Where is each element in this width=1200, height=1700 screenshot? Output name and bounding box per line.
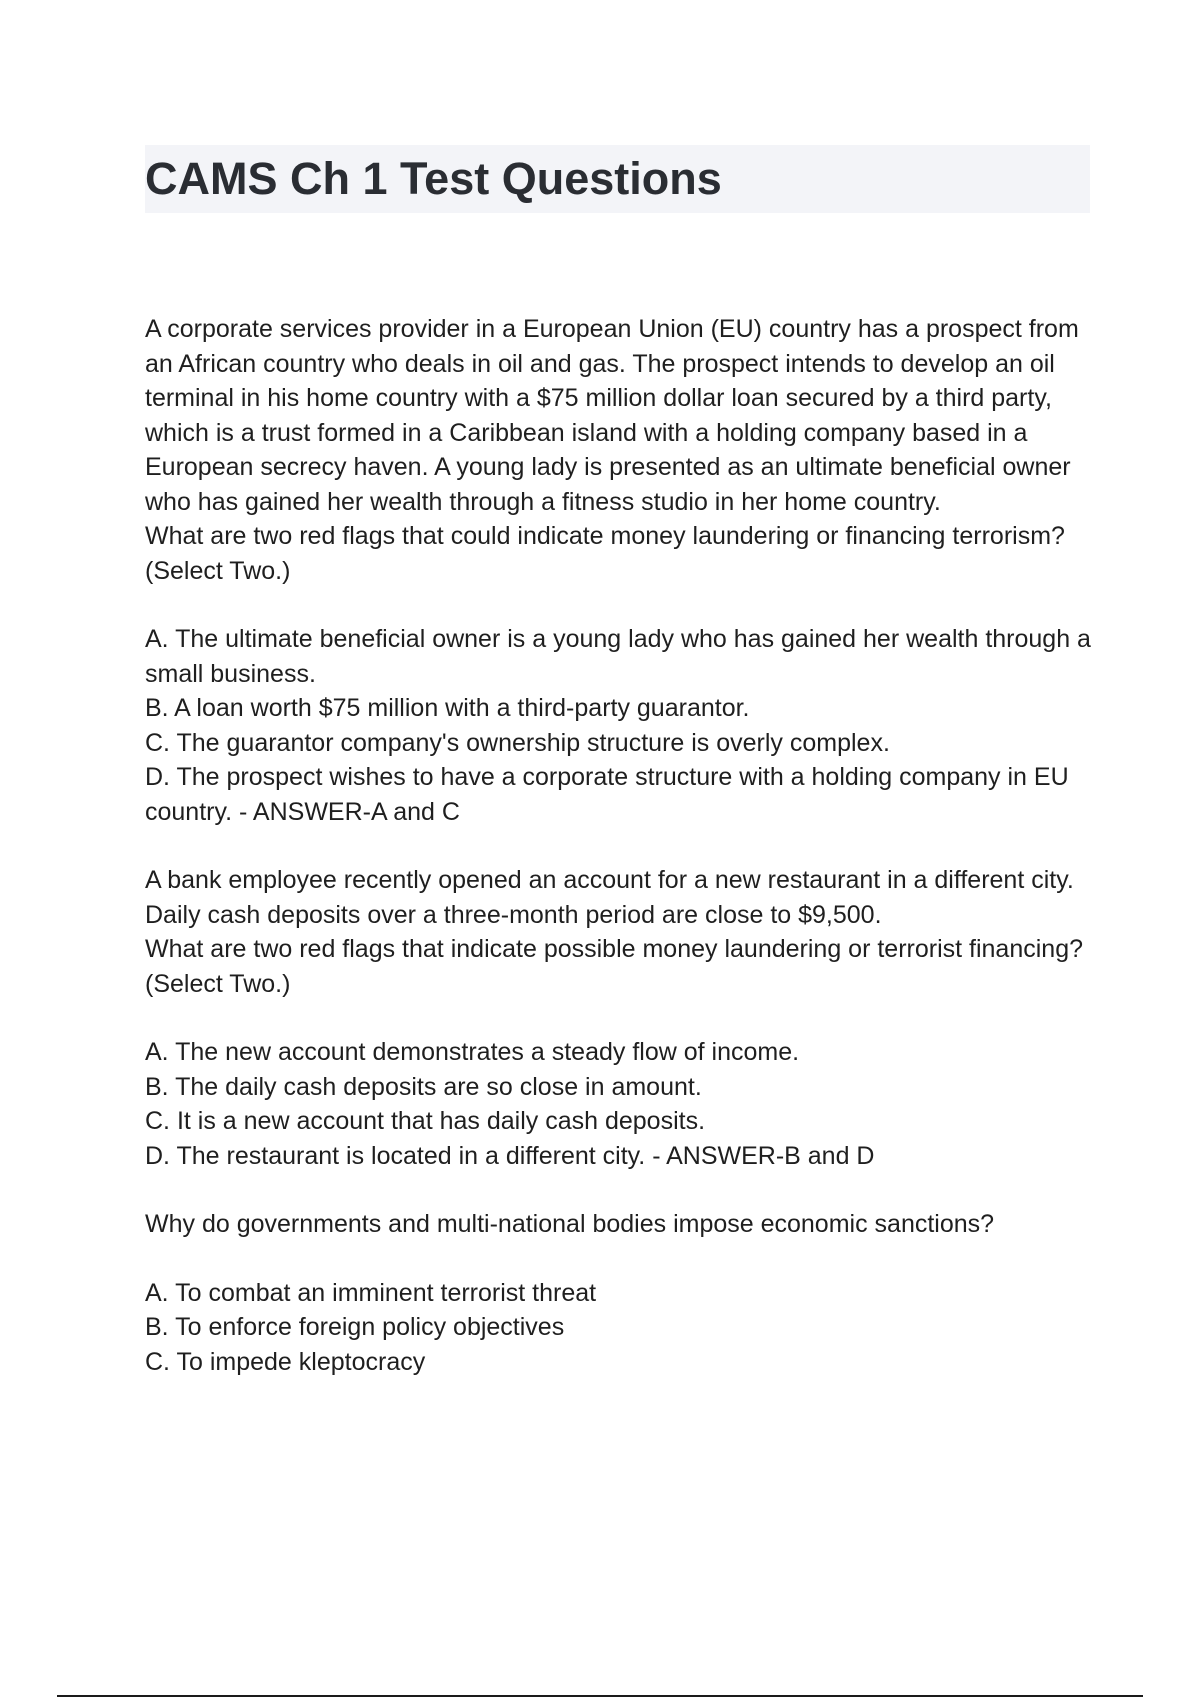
question-1-prompt: What are two red flags that could indicate money laundering or financing terrorism? (Select Two.) [145,522,1065,585]
question-2-option-d: D. The restaurant is located in a different city. - ANSWER-B and D [145,1141,875,1170]
question-3-options [145,1276,1095,1380]
footer-divider [57,1695,1143,1697]
question-2-prompt: What are two red flags that indicate possible money laundering or terrorist financing? (Select Two.) [145,935,1084,998]
question-1-option-b: B. A loan worth $75 million with a third-party guarantor. [145,694,750,722]
question-2-option-a: A. The new account demonstrates a steady flow of income. [145,1038,800,1066]
question-1 [145,312,1095,829]
question-2 [145,863,1095,1173]
page-title: CAMS Ch 1 Test Questions [145,153,722,204]
question-3-option-b: B. To enforce foreign policy objectives [145,1313,565,1341]
question-1-stem: A corporate services provider in a European Union (EU) country has a prospect from an African country who deals in oil and gas. The prospect intends to develop an oil terminal in his home country with a $75 million dollar loan secured by a third party, which is a trust formed in a Caribbean island with a holding company based in a European secrecy haven. A young lady is presented as an ultimate beneficial owner who has gained her wealth through a fitness studio in her home country. [145,315,1079,516]
title-band [145,145,1090,213]
question-2-option-c: C. It is a new account that has daily cash deposits. [145,1107,706,1135]
document-body [145,312,1095,1379]
question-1-option-a: A. The ultimate beneficial owner is a young lady who has gained her wealth through a small business. [145,625,1091,688]
question-2-stem: A bank employee recently opened an account for a new restaurant in a different city. Daily cash deposits over a three-month period are close to $9,500. [145,866,1074,929]
question-1-option-c: C. The guarantor company's ownership structure is overly complex. [145,728,890,757]
question-3-option-c: C. To impede kleptocracy [145,1347,426,1376]
question-1-option-d: D. The prospect wishes to have a corporate structure with a holding company in EU country. - ANSWER-A and C [145,763,1069,826]
question-3 [145,1207,1095,1379]
question-3-stem: Why do governments and multi-national bodies impose economic sanctions? [145,1210,995,1238]
question-1-options [145,622,1095,829]
question-2-option-b: B. The daily cash deposits are so close in amount. [145,1072,702,1101]
question-2-options [145,1035,1095,1173]
question-3-option-a: A. To combat an imminent terrorist threat [145,1278,597,1307]
